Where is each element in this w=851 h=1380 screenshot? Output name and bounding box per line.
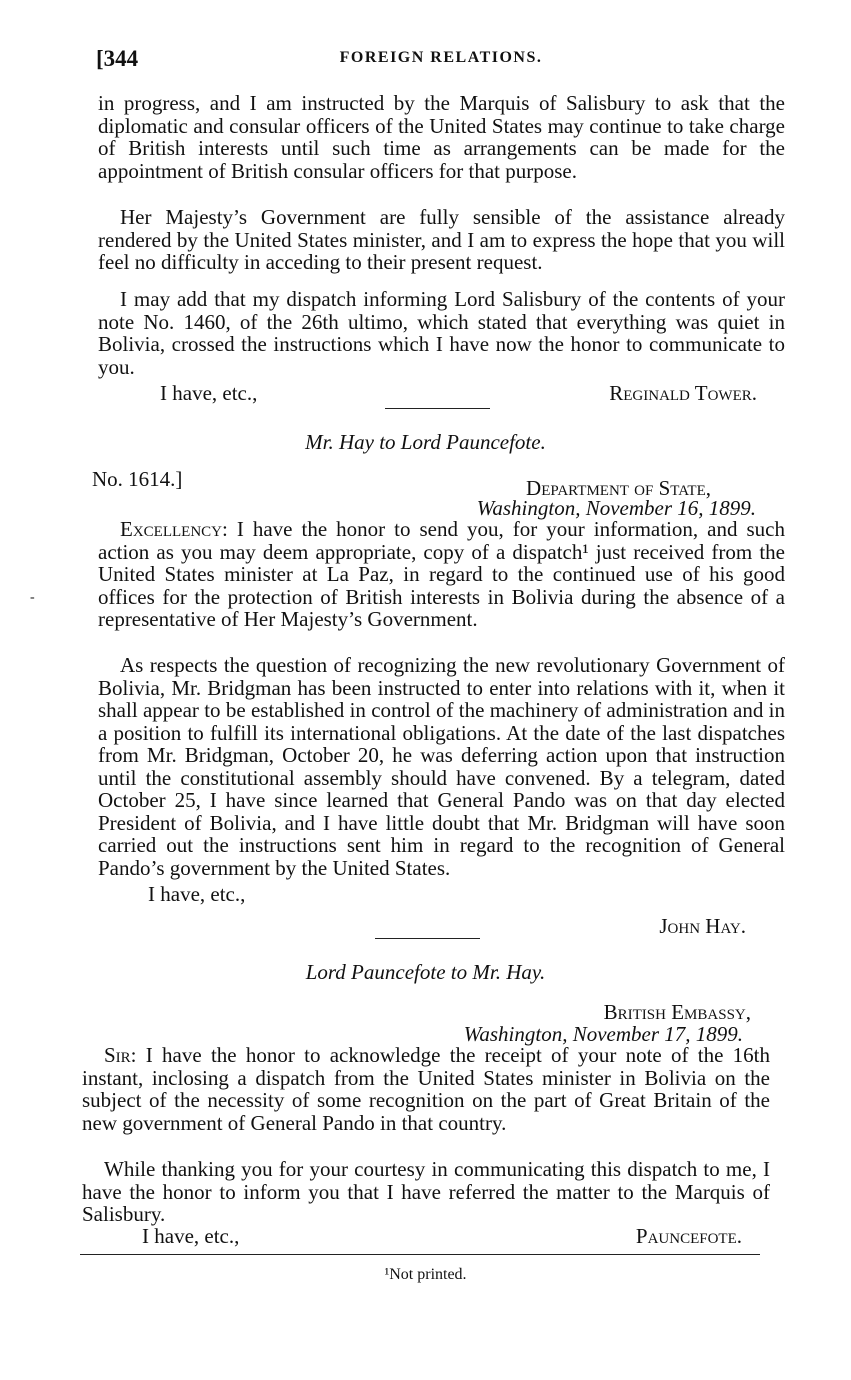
letter1-paragraph-2: Her Majesty’s Government are fully sensible of the assistance already rendered by the United States minister, and I am to express the hope that you will feel no difficulty in acceding to their present request.: [98, 205, 785, 274]
letter1-closing-row: [98, 381, 785, 405]
margin-mark: -: [30, 590, 35, 605]
letter3-paragraph-1: [82, 1044, 770, 1134]
letter3-paragraph-2: While thanking you for your courtesy in communicating this dispatch to me, I have the honor to inform you that I have referred the matter to the Marquis of Salisbury.: [82, 1157, 770, 1226]
running-title: FOREIGN RELATIONS.: [339, 49, 543, 66]
letter2-signature: John Hay.: [659, 914, 746, 938]
letter2-closing: I have, etc.,: [148, 882, 246, 906]
letter1-closing: I have, etc.,: [160, 381, 258, 405]
letter2-title: Mr. Hay to Lord Pauncefote.: [305, 430, 546, 454]
letter1-paragraph-1: in progress, and I am instructed by the Marquis of Salisbury to ask that the diplomatic and consular officers of the United States may continue to take charge of British interests until such time as arrangements can be made for the appointment of British consular officers for that purpose.: [98, 91, 785, 183]
footnote-rule: [80, 1254, 760, 1255]
letter2-closing-row: [98, 882, 785, 906]
letter2-department: Department of State,: [526, 476, 711, 500]
footnote: ¹Not printed.: [384, 1266, 467, 1283]
page-number: [344: [96, 46, 139, 71]
letter2-salutation: Excellency:: [120, 517, 228, 541]
letter3-embassy: British Embassy,: [603, 1000, 751, 1024]
letter1-paragraph-3: I may add that my dispatch informing Lord Salisbury of the contents of your note No. 1460, of the 26th ultimo, which stated that everything was quiet in Bolivia, crossed the instructions which I have now the honor to communicate to you.: [98, 287, 785, 379]
letter1-signature: Reginald Tower.: [609, 381, 757, 405]
letter3-paragraph-1-text: I have the honor to acknowledge the receipt of your note of the 16th instant, inclosing a dispatch from the United States minister in Bolivia on the subject of the necessity of some recognition on the part of Great Britain of the new government of General Pando in that country.: [82, 1043, 770, 1135]
letter2-place-date: Washington, November 16, 1899.: [476, 496, 756, 520]
letter2-number: No. 1614.]: [92, 467, 183, 491]
letter3-signature: Pauncefote.: [635, 1224, 742, 1248]
letter2-paragraph-2: As respects the question of recognizing the new revolutionary Government of Bolivia, Mr. Bridgman has been instructed to enter into relations with it, when it shall appear to be established in control of the machinery of administration and in a position to fulfill its international obligations. At the date of the last dispatches from Mr. Bridgman, October 20, he was deferring action upon that instruction until the constitutional assembly should have convened. By a telegram, dated October 25, I have since learned that General Pando was on that day elected President of Bolivia, and I have little doubt that Mr. Bridgman will have soon carried out the instructions sent him in regard to the recognition of General Pando’s government by the United States.: [98, 653, 785, 880]
letter2-paragraph-1: [98, 518, 785, 631]
letter3-title: Lord Pauncefote to Mr. Hay.: [305, 960, 546, 984]
letter3-closing: I have, etc.,: [142, 1224, 240, 1248]
letter3-closing-row: [82, 1224, 742, 1248]
separator-rule: [375, 938, 480, 939]
letter3-place-date: Washington, November 17, 1899.: [463, 1022, 743, 1046]
page-header: [96, 46, 786, 76]
separator-rule: [385, 408, 490, 409]
letter3-salutation: Sir:: [104, 1043, 137, 1067]
letter2-paragraph-1-text: I have the honor to send you, for your information, and such action as you may deem appropriate, copy of a dispatch¹ just received from the United States minister at La Paz, in regard to the continued use of his good offices for the protection of British interests in Bolivia during the absence of a representative of Her Majesty’s Government.: [98, 517, 785, 631]
